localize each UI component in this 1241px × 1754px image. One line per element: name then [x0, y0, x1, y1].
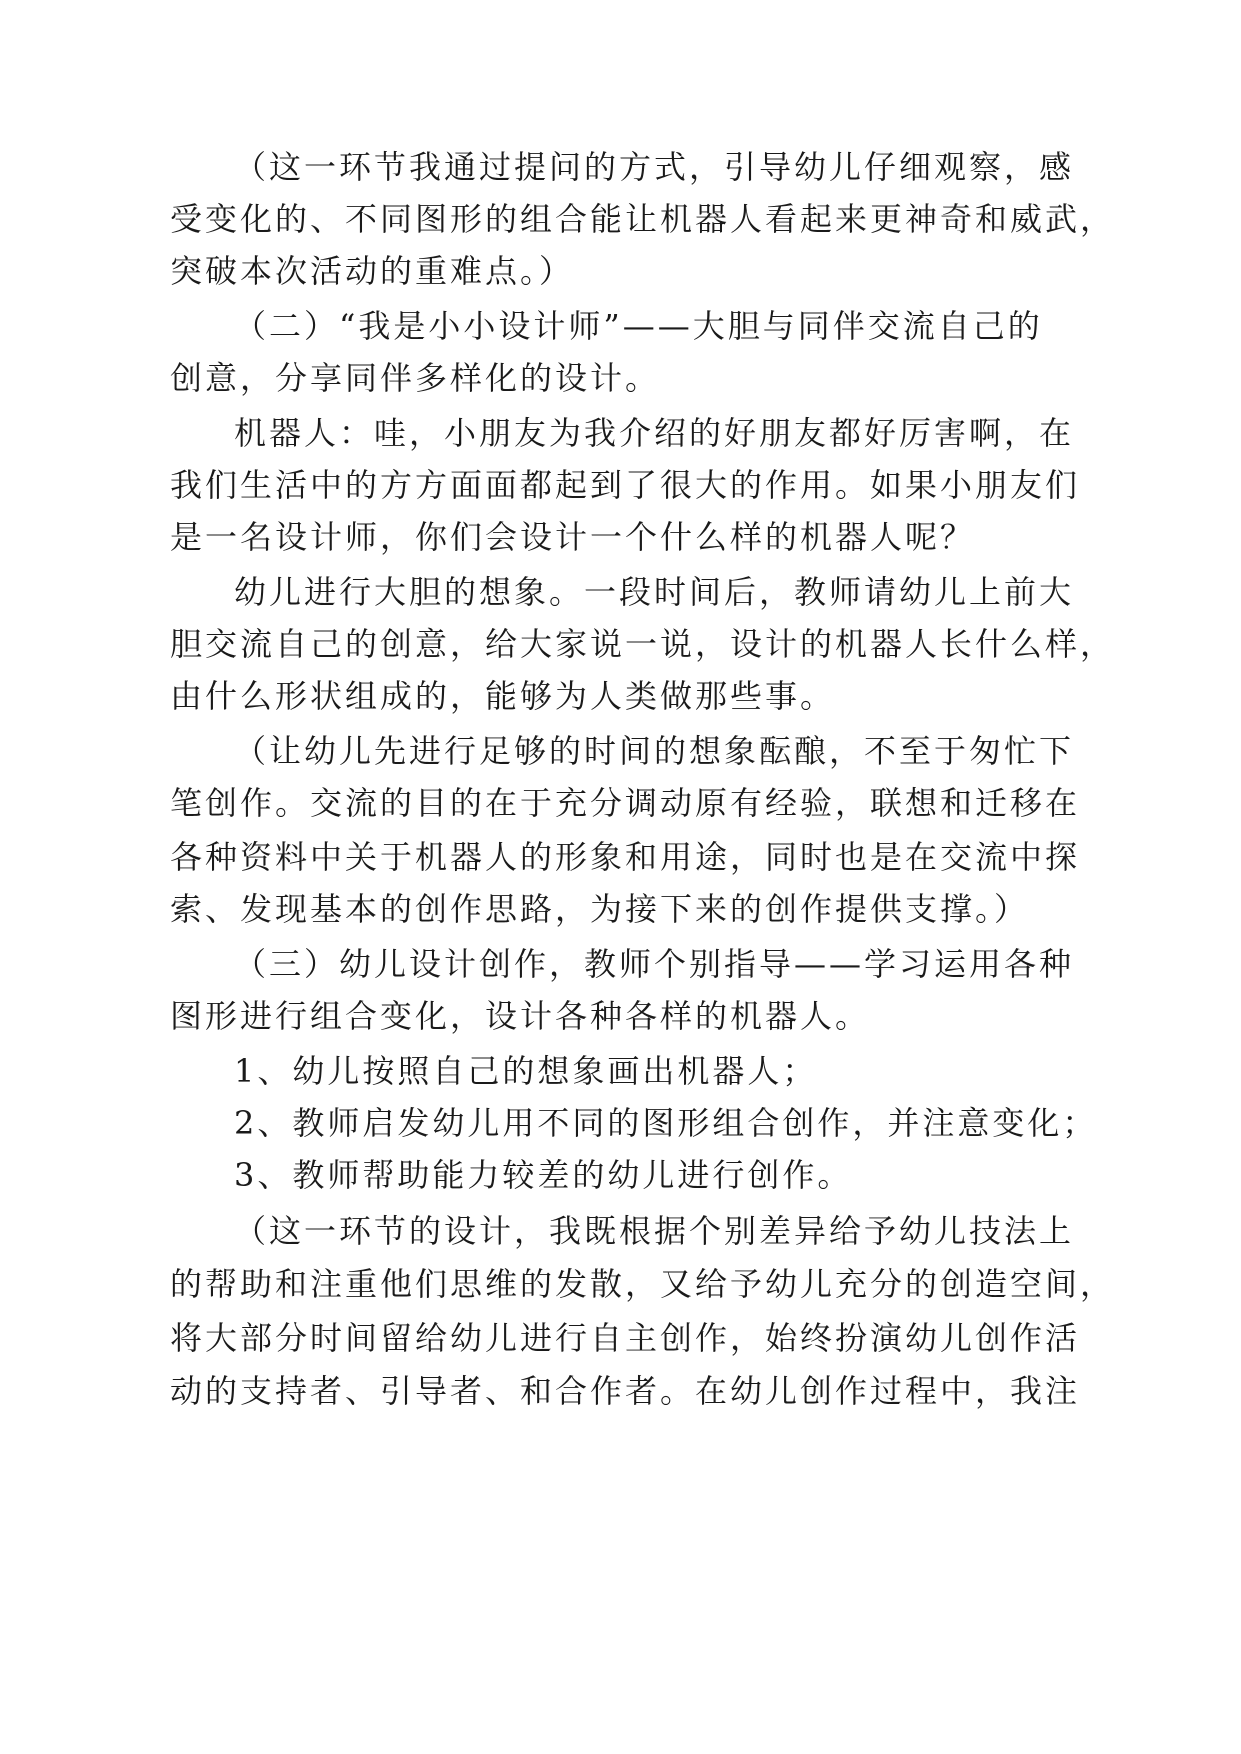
- text-line: 图形进行组合变化，设计各种各样的机器人。: [170, 997, 871, 1035]
- text-line: 索、发现基本的创作思路，为接下来的创作提供支撑。）: [170, 890, 1030, 928]
- text-line: （这一环节的设计，我既根据个别差异给予幼儿技法上: [234, 1212, 1075, 1250]
- text-line: 各种资料中关于机器人的形象和用途，同时也是在交流中探: [170, 838, 1081, 876]
- text-line: （这一环节我通过提问的方式，引导幼儿仔细观察，感: [234, 148, 1075, 186]
- text-line: 突破本次活动的重难点。）: [170, 252, 575, 290]
- text-line: 1、幼儿按照自己的想象画出机器人；: [234, 1052, 818, 1090]
- text-line: 的帮助和注重他们思维的发散，又给予幼儿充分的创造空间，: [170, 1265, 1116, 1303]
- text-line: 笔创作。交流的目的在于充分调动原有经验，联想和迁移在: [170, 784, 1081, 822]
- text-line: （让幼儿先进行足够的时间的想象酝酿，不至于匆忙下: [234, 732, 1075, 770]
- text-line: 将大部分时间留给幼儿进行自主创作，始终扮演幼儿创作活: [170, 1319, 1081, 1357]
- text-line: 机器人：哇，小朋友为我介绍的好朋友都好厉害啊，在: [234, 414, 1075, 452]
- text-line: 受变化的、不同图形的组合能让机器人看起来更神奇和威武，: [170, 200, 1116, 238]
- text-line: 创意，分享同伴多样化的设计。: [170, 359, 661, 397]
- text-line: 我们生活中的方方面面都起到了很大的作用。如果小朋友们: [170, 466, 1081, 504]
- text-line: 动的支持者、引导者、和合作者。在幼儿创作过程中，我注: [170, 1372, 1081, 1410]
- text-line: 由什么形状组成的，能够为人类做那些事。: [170, 677, 836, 715]
- text-line: 胆交流自己的创意，给大家说一说，设计的机器人长什么样，: [170, 625, 1116, 663]
- text-line: （三）幼儿设计创作，教师个别指导——学习运用各种: [234, 945, 1075, 983]
- text-line: （二）“我是小小设计师”——大胆与同伴交流自己的: [234, 307, 1043, 345]
- text-line: 是一名设计师，你们会设计一个什么样的机器人呢？: [170, 518, 976, 556]
- text-line: 2、教师启发幼儿用不同的图形组合创作，并注意变化；: [234, 1104, 1098, 1142]
- text-line: 幼儿进行大胆的想象。一段时间后，教师请幼儿上前大: [234, 573, 1075, 611]
- text-line: 3、教师帮助能力较差的幼儿进行创作。: [234, 1156, 853, 1194]
